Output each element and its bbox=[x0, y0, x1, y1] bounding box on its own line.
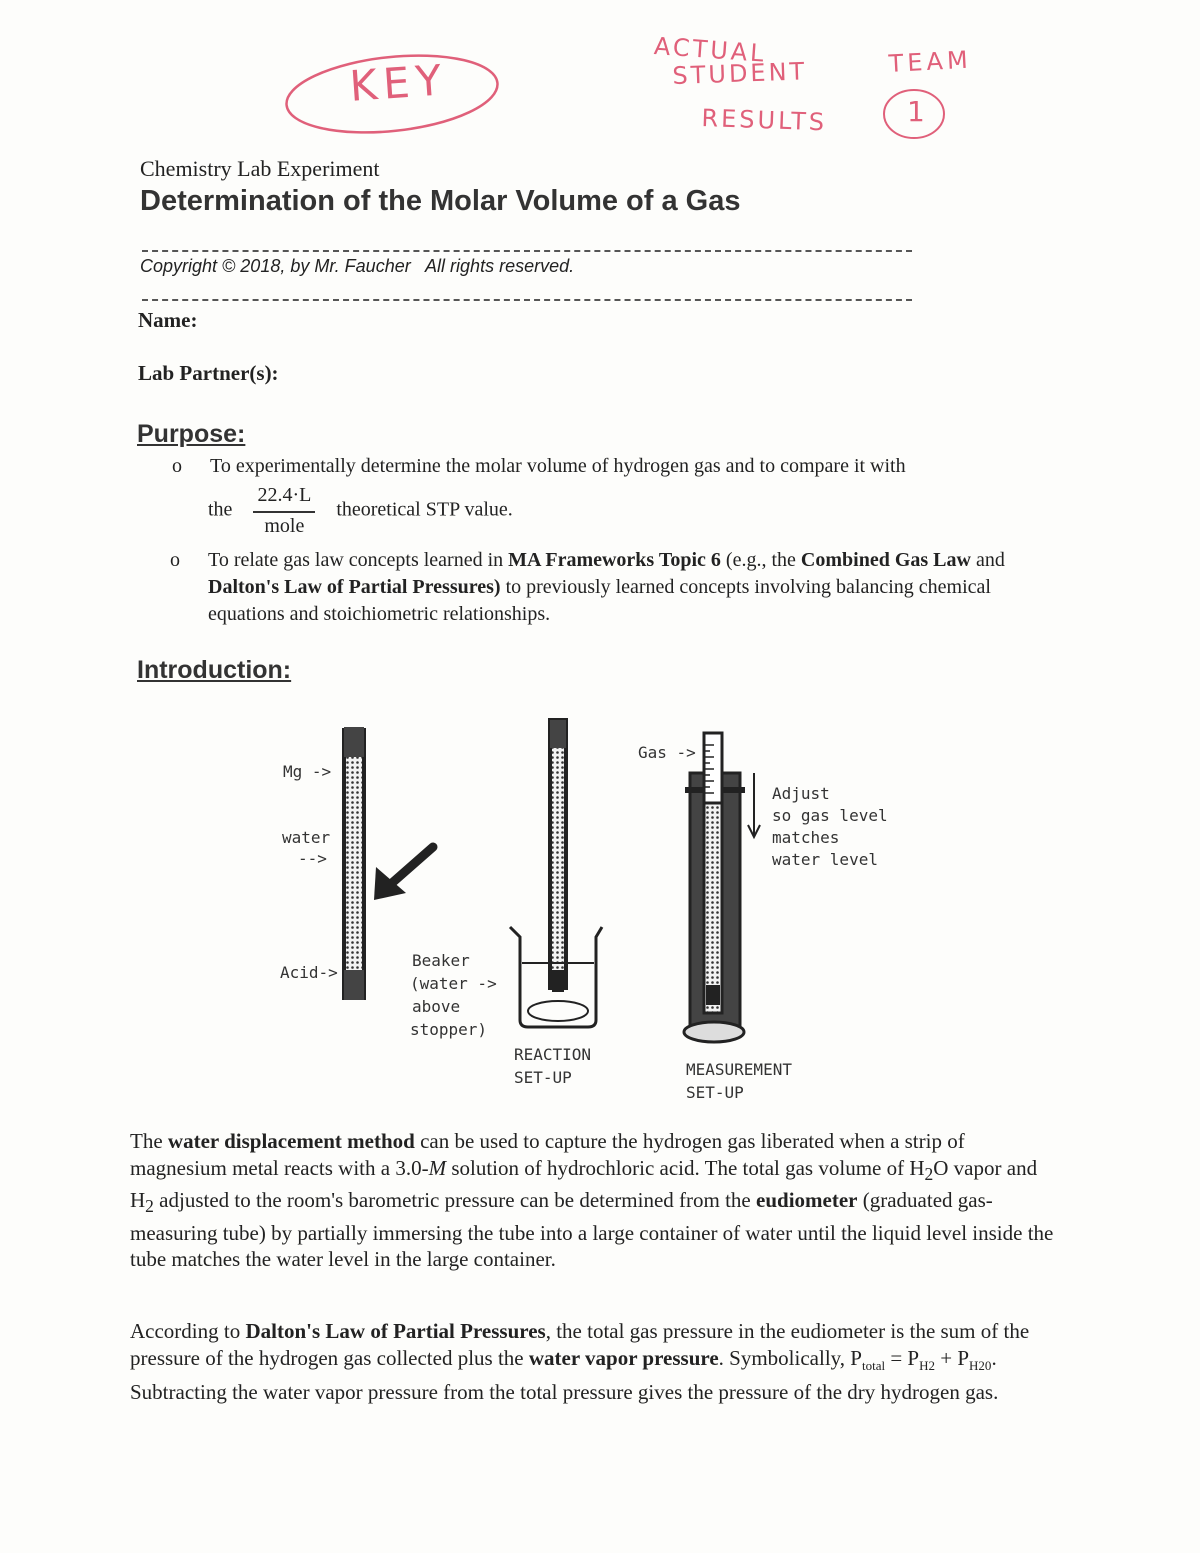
label-beaker-1: Beaker bbox=[412, 951, 470, 970]
bullet-2-text: and bbox=[970, 549, 1005, 571]
bullet-1-text: To experimentally determine the molar volume of hydrogen gas and to compare it with bbox=[210, 455, 906, 477]
text-run: adjusted to the room's barometric pressure can be determined from the bbox=[153, 1188, 757, 1213]
label-measurement-1: MEASUREMENT bbox=[686, 1060, 792, 1079]
label-adjust-2: so gas level bbox=[772, 806, 888, 825]
bullet-marker: o bbox=[172, 455, 182, 477]
label-adjust-1: Adjust bbox=[772, 784, 830, 803]
bold-term: water vapor pressure bbox=[528, 1345, 719, 1370]
subscript: 2 bbox=[145, 1196, 154, 1217]
reaction-setup bbox=[510, 720, 602, 1027]
label-beaker-3: above bbox=[412, 997, 461, 1016]
reaction-tube bbox=[344, 727, 364, 1000]
key-annotation: KEY bbox=[348, 55, 449, 111]
text-run: The bbox=[130, 1129, 168, 1153]
bullet-2-text: To relate gas law concepts learned in bbox=[208, 549, 509, 571]
label-measurement-2: SET-UP bbox=[686, 1083, 744, 1102]
label-beaker-2: (water -> bbox=[410, 974, 497, 993]
label-water-arrow: --> bbox=[298, 849, 327, 868]
label-reaction-1: REACTION bbox=[514, 1045, 592, 1064]
molarity-symbol: M bbox=[428, 1155, 447, 1180]
purpose-heading: Purpose: bbox=[137, 420, 246, 448]
fraction-denominator: mole bbox=[264, 515, 305, 537]
text-run: O vapor and H bbox=[130, 1155, 1038, 1213]
text-run: , the total gas pressure in the eudiometer is the sum of the pressure of the hydrogen gas collected plus the bbox=[130, 1319, 1030, 1370]
bold-term: water displacement method bbox=[167, 1129, 415, 1153]
intro-paragraph-2 bbox=[130, 1318, 1060, 1406]
course-label: Chemistry Lab Experiment bbox=[140, 156, 380, 181]
text-run: + P bbox=[935, 1345, 970, 1370]
label-mg: Mg -> bbox=[283, 762, 332, 781]
subscript: H2 bbox=[919, 1357, 936, 1373]
actual-annotation-3: RESULTS bbox=[701, 104, 828, 137]
lab-partners-label: Lab Partner(s): bbox=[138, 361, 279, 385]
fraction-numerator: 22.4·L bbox=[253, 482, 315, 513]
text-run: According to bbox=[130, 1319, 246, 1343]
intro-paragraph-1 bbox=[130, 1128, 1060, 1273]
label-beaker-4: stopper) bbox=[410, 1020, 488, 1039]
introduction-heading: Introduction: bbox=[137, 656, 292, 684]
name-label: Name: bbox=[138, 308, 198, 332]
label-adjust-4: water level bbox=[772, 850, 878, 869]
team-number: 1 bbox=[907, 95, 925, 128]
purpose-bullet-1 bbox=[172, 453, 1060, 480]
text-run: (graduated gas-measuring tube) by partially immersing the tube into a large container of water until the liquid level inside the tube matches the water level in the large container. bbox=[130, 1188, 1054, 1272]
text-run: = P bbox=[885, 1345, 920, 1370]
text-run: . Symbolically, P bbox=[718, 1345, 862, 1370]
label-water: water bbox=[282, 828, 331, 847]
actual-annotation-1: ACTUAL bbox=[653, 32, 768, 68]
label-adjust-3: matches bbox=[772, 828, 840, 847]
subscript: 2 bbox=[924, 1163, 934, 1184]
text-run: solution of hydrochloric acid. The total gas volume of H bbox=[446, 1155, 925, 1180]
molar-volume-fraction bbox=[253, 482, 315, 540]
text-run: . Subtracting the water vapor pressure from the total pressure gives the pressure of the dry hydrogen gas. bbox=[130, 1345, 999, 1405]
page-title: Determination of the Molar Volume of a Gas bbox=[140, 185, 741, 217]
bullet-2-text: (e.g., the bbox=[720, 549, 801, 571]
bullet-marker: o bbox=[170, 549, 180, 571]
actual-annotation-2: STUDENT bbox=[672, 57, 808, 90]
arrow-down-left-icon bbox=[374, 847, 433, 900]
bold-term: MA Frameworks Topic 6 bbox=[508, 549, 721, 571]
label-acid: Acid-> bbox=[280, 963, 338, 982]
bold-term: Dalton's Law of Partial Pressures) bbox=[208, 576, 501, 598]
team-annotation: TEAM bbox=[888, 45, 973, 78]
divider-top bbox=[142, 250, 912, 252]
divider-bottom bbox=[142, 299, 912, 301]
bold-term: eudiometer bbox=[756, 1188, 858, 1213]
arrow-down-icon bbox=[748, 773, 760, 837]
label-gas: Gas -> bbox=[638, 743, 696, 762]
purpose-bullet-2 bbox=[170, 547, 1038, 628]
copyright: Copyright © 2018, by Mr. Faucher All rights reserved. bbox=[140, 256, 575, 276]
stp-value-text: theoretical STP value. bbox=[336, 498, 513, 521]
subscript: total bbox=[861, 1357, 886, 1373]
subscript: H20 bbox=[969, 1357, 992, 1373]
the-word: the bbox=[208, 498, 233, 521]
text-run: can be used to capture the hydrogen gas liberated when a strip of magnesium metal reacts with a 3.0- bbox=[130, 1129, 965, 1180]
measurement-setup bbox=[684, 733, 745, 1042]
label-reaction-2: SET-UP bbox=[514, 1068, 572, 1087]
purpose-bullet-1-fraction-line bbox=[208, 482, 513, 540]
bullet-2-text: to previously learned concepts involving balancing chemical equations and stoichiometric relationships. bbox=[208, 576, 991, 625]
bold-term: Combined Gas Law bbox=[800, 549, 971, 571]
bold-term: Dalton's Law of Partial Pressures bbox=[245, 1319, 546, 1343]
